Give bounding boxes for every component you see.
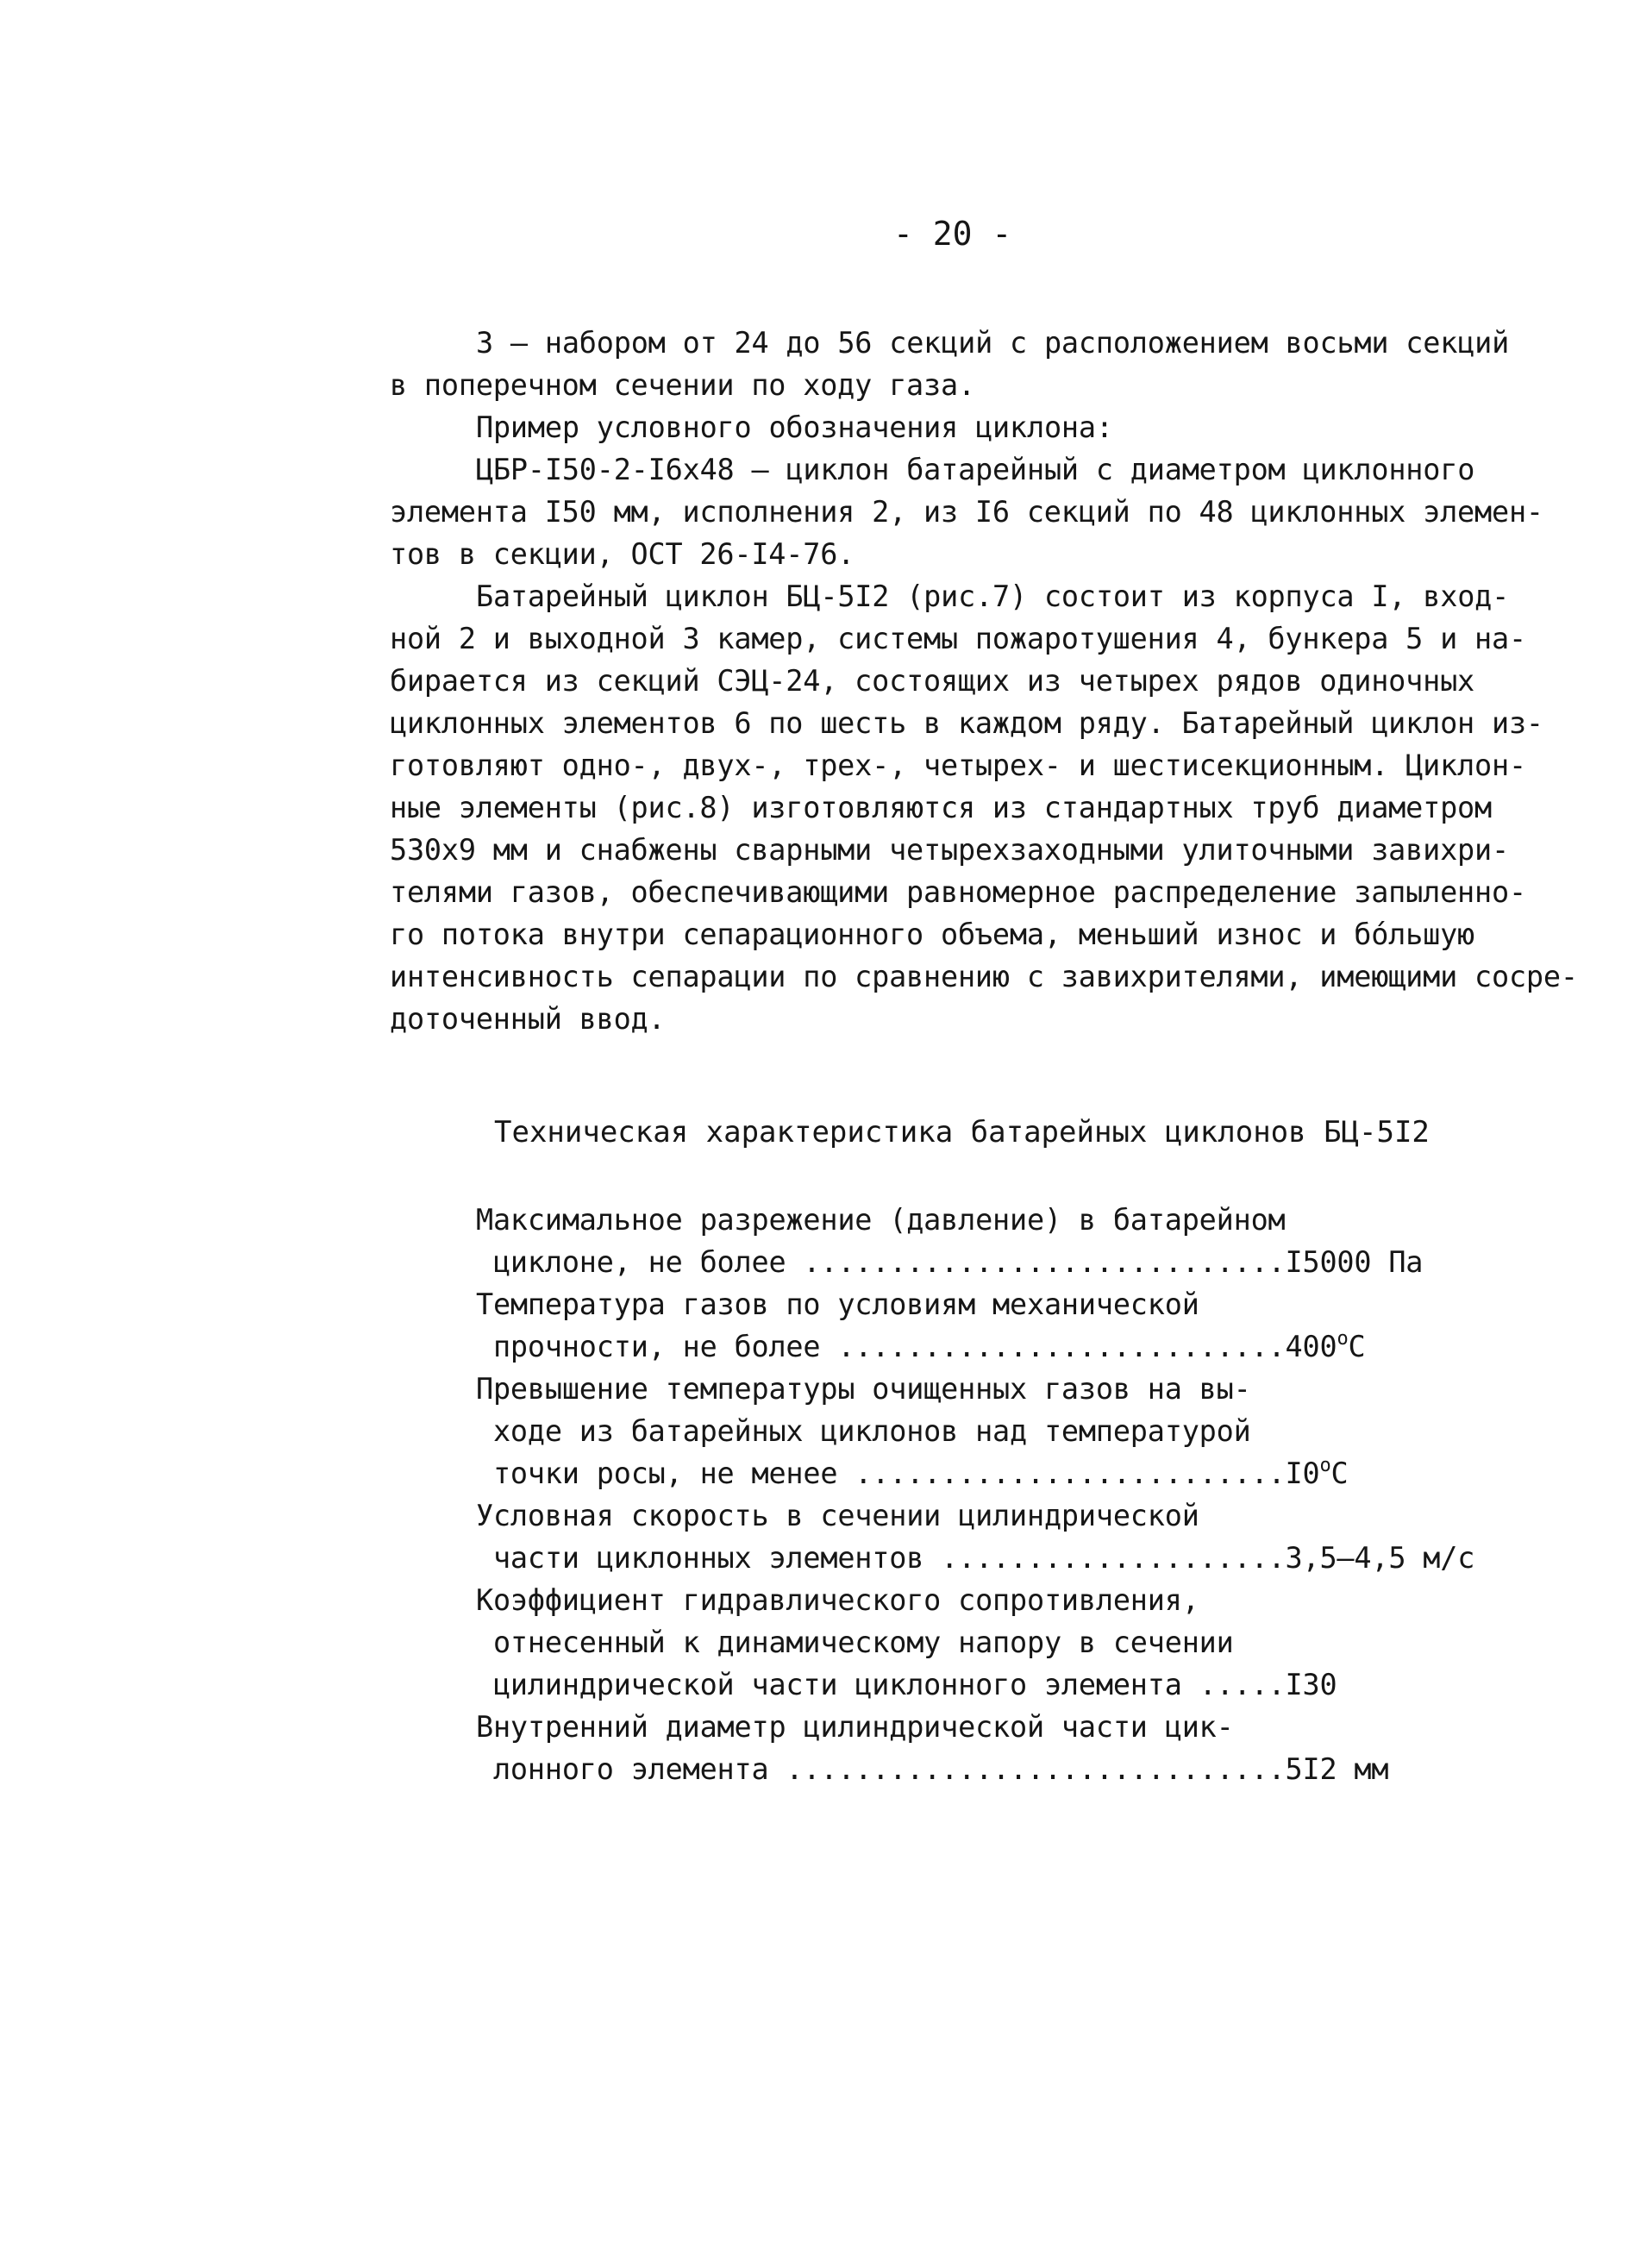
spec-line: Превышение температуры очищенных газов на вы- [476,1372,1251,1406]
spec-line: лонного элемента .............................5I2 мм [476,1752,1389,1786]
body-line: 3 – набором от 24 до 56 секций с расположением восьми секций [476,326,1510,360]
spec-line [476,1452,1348,1494]
body-line: Пример условного обозначения циклона: [476,410,1113,444]
body-line: го потока внутри сепарационного объема, меньший износ и бóльшую [390,918,1475,951]
degree-unit: С [1330,1457,1349,1490]
body-line: Батарейный циклон БЦ-5I2 (рис.7) состоит из корпуса I, вход- [476,580,1510,613]
body-line: 530х9 мм и снабжены сварными четырехзаходными улиточными завихри- [390,833,1509,867]
body-line: телями газов, обеспечивающими равномерное распределение запыленно- [390,875,1526,909]
spec-line: Максимальное разрежение (давление) в батарейном [476,1203,1286,1237]
spec-line: Коэффициент гидравлического сопротивления, [476,1583,1199,1617]
spec-line: циклоне, не более ............................I5000 Па [476,1245,1424,1279]
body-line: готовляют одно-, двух-, трех-, четырех- и шестисекционным. Циклон- [390,749,1526,782]
degree-unit: С [1348,1330,1366,1363]
spec-line-text: прочности, не более ..........................400 [476,1330,1337,1363]
spec-line: ходе из батарейных циклонов над температурой [476,1414,1251,1448]
body-line: ЦБР-I50-2-I6х48 – циклон батарейный с диаметром циклонного [476,453,1475,486]
spec-line-text: точки росы, не менее .........................I0 [476,1457,1320,1490]
body-line: интенсивность сепарации по сравнению с завихрителями, имеющими сосре- [390,960,1578,993]
degree-sign: о [1337,1328,1349,1350]
body-line: ной 2 и выходной 3 камер, системы пожаротушения 4, бункера 5 и на- [390,622,1526,655]
body-line: циклонных элементов 6 по шесть в каждом ряду. Батарейный циклон из- [390,706,1543,740]
body-line: тов в секции, ОСТ 26-I4-76. [390,537,855,571]
body-line: в поперечном сечении по ходу газа. [390,368,975,402]
degree-sign: о [1319,1455,1331,1476]
spec-line: отнесенный к динамическому напору в сечении [476,1626,1234,1659]
spec-section-title: Техническая характеристика батарейных циклонов БЦ-5I2 [494,1115,1430,1150]
body-line: доточенный ввод. [390,1002,666,1036]
body-line: ные элементы (рис.8) изготовляются из стандартных труб диаметром [390,791,1492,824]
page-number: - 20 - [893,215,1012,253]
spec-line [476,1325,1365,1368]
spec-line: части циклонных элементов ....................3,5–4,5 м/с [476,1541,1475,1575]
spec-line: Температура газов по условиям механической [476,1287,1199,1321]
body-line: элемента I50 мм, исполнения 2, из I6 секций по 48 циклонных элемен- [390,495,1543,529]
spec-line: Внутренний диаметр цилиндрической части цик- [476,1710,1234,1744]
spec-line: цилиндрической части циклонного элемента .....I30 [476,1668,1337,1701]
spec-line: Условная скорость в сечении цилиндрической [476,1499,1199,1532]
body-line: бирается из секций СЭЦ-24, состоящих из четырех рядов одиночных [390,664,1475,698]
